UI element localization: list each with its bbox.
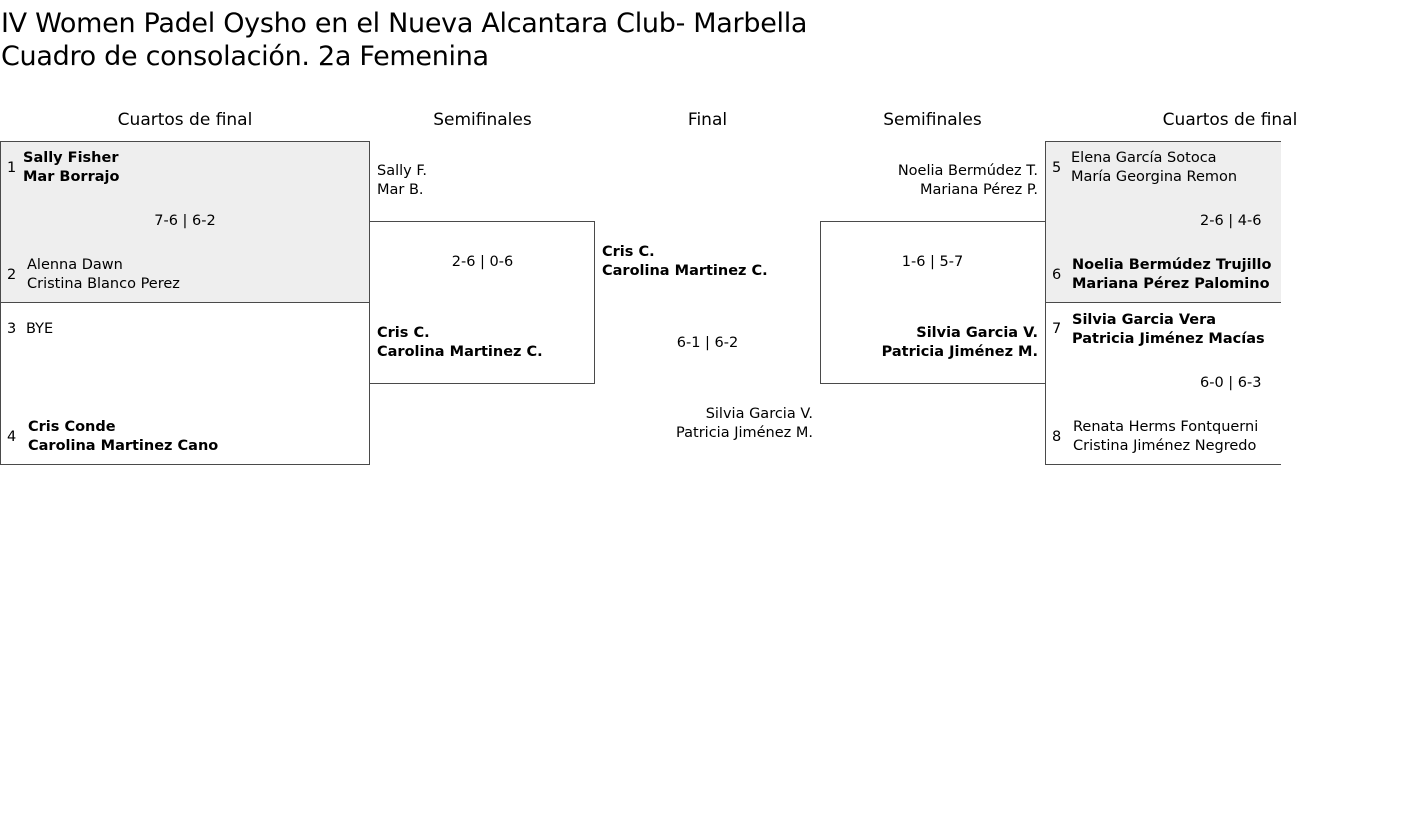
player-name: Carolina Martinez Cano <box>28 438 219 454</box>
match-score: 1-6 | 5-7 <box>901 254 964 270</box>
seed-number: 5 <box>1052 160 1062 176</box>
team-entry <box>1072 311 1265 349</box>
player-name: Sally Fisher <box>23 150 119 166</box>
seed-number: 1 <box>7 160 17 176</box>
player-name: BYE <box>26 321 54 337</box>
player-name: Cris C. <box>602 244 655 260</box>
final-score: 6-1 | 6-2 <box>676 335 739 351</box>
round-header-left-quarterfinals: Cuartos de final <box>117 110 253 130</box>
team-entry <box>23 149 119 187</box>
team-entry <box>898 162 1038 200</box>
seed-number: 6 <box>1052 267 1062 283</box>
player-name: Mariana Pérez P. <box>920 182 1038 198</box>
player-name: Cris C. <box>377 325 430 341</box>
player-name: Patricia Jiménez Macías <box>1072 331 1265 347</box>
seed-number: 3 <box>7 321 17 337</box>
match-score: 2-6 | 0-6 <box>451 254 514 270</box>
player-name: Mar Borrajo <box>23 169 120 185</box>
player-name: Cristina Blanco Perez <box>27 276 180 292</box>
player-name: Carolina Martinez C. <box>602 263 768 279</box>
player-name: Mariana Pérez Palomino <box>1072 276 1270 292</box>
player-name: Cristina Jiménez Negredo <box>1073 438 1257 454</box>
player-name: Silvia Garcia Vera <box>1072 312 1217 328</box>
player-name: Cris Conde <box>28 419 116 435</box>
player-name: Silvia Garcia V. <box>705 406 813 422</box>
player-name: Patricia Jiménez M. <box>881 344 1038 360</box>
round-header-left-semifinals: Semifinales <box>433 110 532 130</box>
team-entry <box>27 256 180 294</box>
player-name: Noelia Bermúdez Trujillo <box>1072 257 1272 273</box>
player-name: María Georgina Remon <box>1071 169 1238 185</box>
team-entry <box>1071 149 1237 187</box>
seed-number: 8 <box>1052 429 1062 445</box>
round-header-final: Final <box>687 110 728 130</box>
player-name: Patricia Jiménez M. <box>676 425 813 441</box>
player-name: Mar B. <box>377 182 424 198</box>
match-score: 6-0 | 6-3 <box>1200 375 1262 391</box>
team-entry <box>1073 418 1258 456</box>
player-name: Silvia Garcia V. <box>916 325 1038 341</box>
seed-number: 2 <box>7 267 17 283</box>
seed-number: 4 <box>7 429 17 445</box>
match-score: 7-6 | 6-2 <box>154 213 216 229</box>
team-entry <box>377 162 427 200</box>
team-entry <box>676 405 813 443</box>
player-name: Elena García Sotoca <box>1071 150 1217 166</box>
team-entry <box>1072 256 1272 294</box>
round-header-right-quarterfinals: Cuartos de final <box>1162 110 1298 130</box>
round-header-right-semifinals: Semifinales <box>883 110 982 130</box>
match-score: 2-6 | 4-6 <box>1200 213 1262 229</box>
page-subtitle: Cuadro de consolación. 2a Femenina <box>1 41 489 72</box>
player-name: Alenna Dawn <box>27 257 123 273</box>
page-title: IV Women Padel Oysho en el Nueva Alcantara Club- Marbella <box>1 8 808 39</box>
team-entry <box>28 418 218 456</box>
player-name: Renata Herms Fontquerni <box>1073 419 1259 435</box>
team-entry <box>377 324 543 362</box>
seed-number: 7 <box>1052 321 1062 337</box>
player-name: Sally F. <box>377 163 427 179</box>
team-entry-bye <box>26 320 53 339</box>
team-entry <box>882 324 1038 362</box>
player-name: Carolina Martinez C. <box>377 344 543 360</box>
player-name: Noelia Bermúdez T. <box>897 163 1038 179</box>
team-entry-winner <box>602 243 768 281</box>
